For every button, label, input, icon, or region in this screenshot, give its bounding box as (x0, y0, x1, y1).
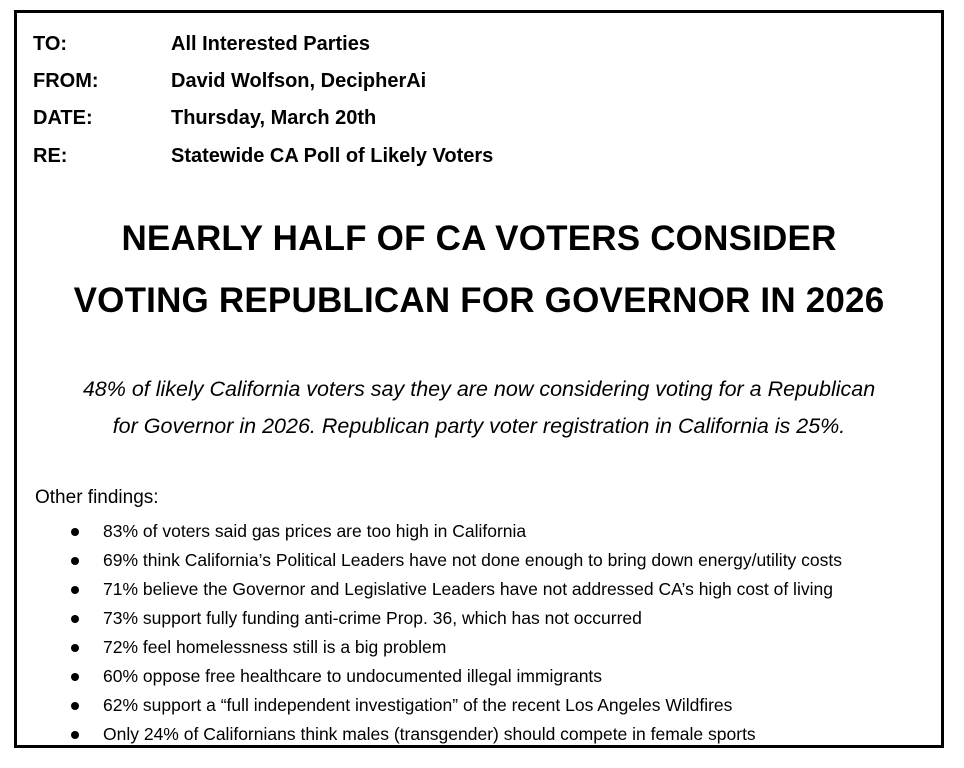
bullet-icon (71, 615, 79, 623)
finding-text: 69% think California’s Political Leaders have not done enough to bring down energy/utility costs (103, 550, 843, 570)
finding-text: 60% oppose free healthcare to undocumented illegal immigrants (103, 666, 603, 686)
bullet-icon (71, 731, 79, 739)
findings-title: Other findings: (35, 487, 159, 508)
finding-text: 71% believe the Governor and Legislative Leaders have not addressed CA’s high cost of living (103, 579, 833, 599)
memo-re-label: RE: (33, 144, 68, 167)
memo-re-value: Statewide CA Poll of Likely Voters (171, 144, 494, 167)
bullet-icon (71, 586, 79, 594)
finding-text: 83% of voters said gas prices are too high in California (103, 521, 527, 541)
finding-item (57, 662, 842, 691)
finding-item (57, 546, 842, 575)
finding-item (57, 604, 842, 633)
memo-date-row (33, 103, 376, 133)
memo-to-label: TO: (33, 32, 68, 55)
finding-text: 62% support a “full independent investigation” of the recent Los Angeles Wildfires (103, 695, 733, 715)
finding-item (57, 517, 842, 546)
headline-line-2: VOTING REPUBLICAN FOR GOVERNOR IN 2026 (73, 281, 885, 320)
bullet-icon (71, 528, 79, 536)
memo-to-row (33, 29, 370, 59)
bullet-icon (71, 702, 79, 710)
finding-text: Only 24% of Californians think males (transgender) should compete in female sports (103, 724, 756, 744)
bullet-icon (71, 644, 79, 652)
bullet-icon (71, 557, 79, 565)
findings-list (57, 517, 842, 749)
memo-re-row (33, 141, 493, 171)
finding-item (57, 575, 842, 604)
lede-line-2: for Governor in 2026. Republican party voter registration in California is 25%. (112, 414, 846, 438)
finding-text: 73% support fully funding anti-crime Prop. 36, which has not occurred (103, 608, 642, 628)
finding-item (57, 691, 842, 720)
finding-item (57, 720, 842, 749)
headline-line-1: NEARLY HALF OF CA VOTERS CONSIDER (121, 219, 837, 258)
memo-document (14, 10, 944, 748)
memo-date-label: DATE: (33, 106, 93, 129)
memo-from-label: FROM: (33, 69, 99, 92)
bullet-icon (71, 673, 79, 681)
lede-line-1: 48% of likely California voters say they are now considering voting for a Republican (82, 377, 876, 401)
finding-text: 72% feel homelessness still is a big problem (103, 637, 447, 657)
memo-to-value: All Interested Parties (171, 32, 370, 55)
memo-from-value: David Wolfson, DecipherAi (171, 69, 427, 92)
memo-from-row (33, 66, 426, 96)
finding-item (57, 633, 842, 662)
memo-date-value: Thursday, March 20th (171, 106, 377, 129)
